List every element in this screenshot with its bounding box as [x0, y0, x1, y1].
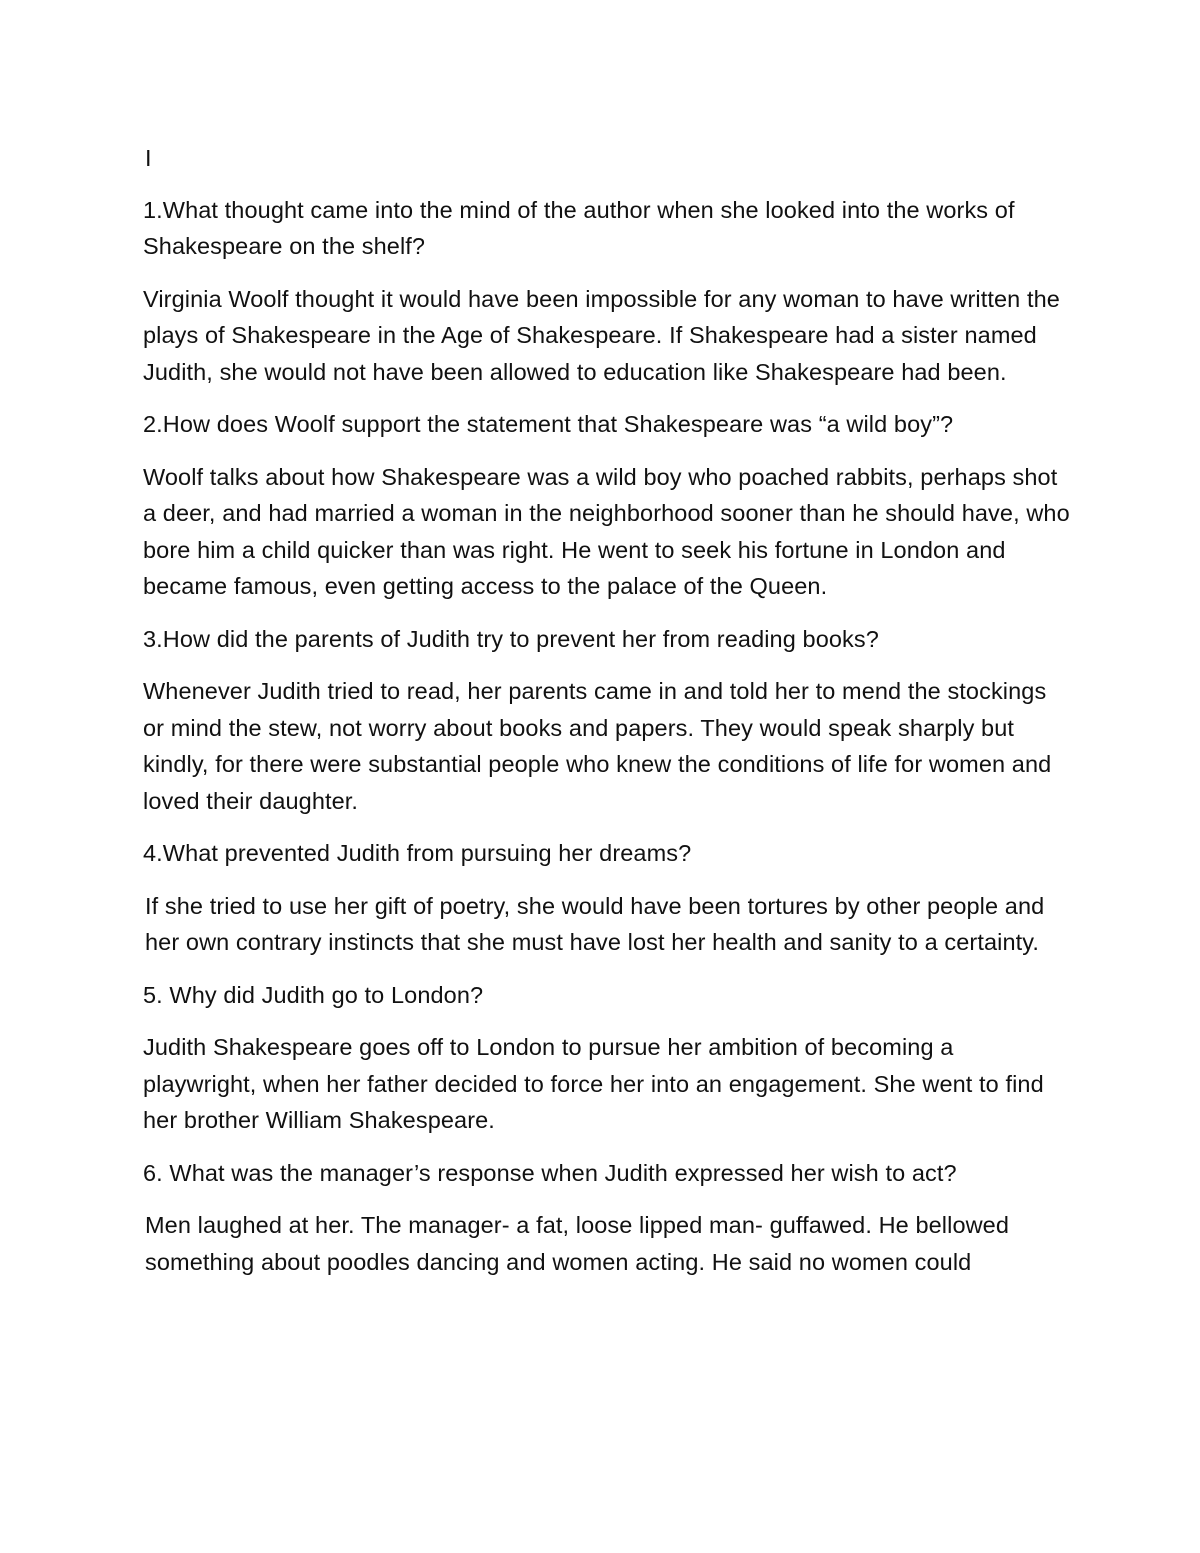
section-label: I [145, 145, 152, 171]
document-content [143, 140, 1073, 1296]
question-5: 5. Why did Judith go to London? [143, 981, 484, 1008]
answer-3: Whenever Judith tried to read, her parents came in and told her to mend the stockings or mind the stew, not worry about books and papers. They would speak sharply but kindly, for there were substantial people who knew the conditions of life for women and loved their daughter. [143, 678, 1052, 814]
answer-5: Judith Shakespeare goes off to London to pursue her ambition of becoming a playwright, when her father decided to force her into an engagement. She went to find her brother William Shakespeare. [143, 1034, 1044, 1133]
question-4: 4.What prevented Judith from pursuing her dreams? [143, 840, 692, 866]
qa-item-3 [143, 621, 1073, 820]
qa-item-4 [143, 835, 1073, 961]
question-2: 2.How does Woolf support the statement that Shakespeare was “a wild boy”? [143, 411, 954, 437]
answer-6: Men laughed at her. The manager- a fat, loose lipped man- guffawed. He bellowed something about poodles dancing and women acting. He said no women could [145, 1212, 1010, 1275]
answer-1: Virginia Woolf thought it would have been impossible for any woman to have written the plays of Shakespeare in the Age of Shakespeare. If Shakespeare had a sister named Judith, she would not have been allowed to education like Shakespeare had been. [143, 285, 1060, 385]
answer-2: Woolf talks about how Shakespeare was a wild boy who poached rabbits, perhaps shot a deer, and had married a woman in the neighborhood sooner than he should have, who bore him a child quicker than was right. He went to seek his fortune in London and became famous, even getting access to the palace of the Queen. [143, 463, 1070, 599]
question-1: 1.What thought came into the mind of the author when she looked into the works of Shakespeare on the shelf? [143, 196, 1015, 259]
answer-4: If she tried to use her gift of poetry, she would have been tortures by other people and her own contrary instincts that she must have lost her health and sanity to a certainty. [145, 892, 1045, 955]
qa-item-5 [143, 977, 1073, 1139]
qa-item-1 [143, 192, 1073, 391]
qa-item-6 [143, 1155, 1073, 1281]
question-6: 6. What was the manager’s response when Judith expressed her wish to act? [143, 1159, 957, 1186]
question-3: 3.How did the parents of Judith try to prevent her from reading books? [143, 625, 879, 652]
qa-item-2 [143, 406, 1073, 605]
